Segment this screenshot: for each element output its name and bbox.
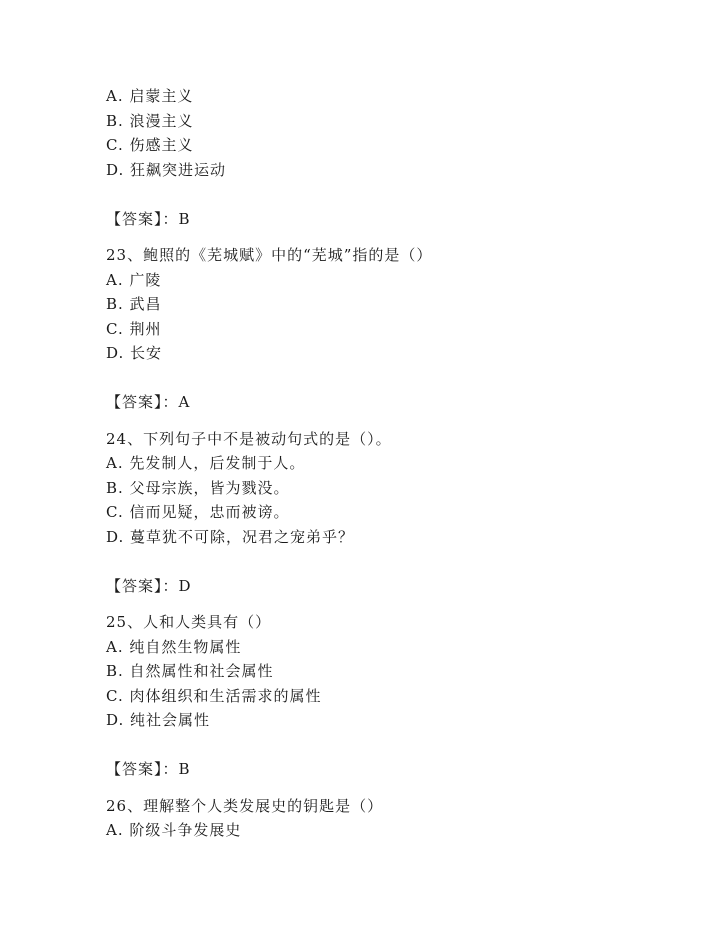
answer-label: 【答案】： <box>106 760 179 778</box>
answer-line <box>106 207 686 232</box>
question-text: 24、下列句子中不是被动句式的是（）。 <box>106 429 392 448</box>
question-text: 26、理解整个人类发展史的钥匙是（） <box>106 796 384 815</box>
question-22-block <box>106 84 686 231</box>
option-d: D. 蔓草犹不可除，况君之宠弟乎？ <box>106 527 355 546</box>
option-d: D. 长安 <box>106 344 163 362</box>
question-25-block <box>106 610 686 782</box>
answer-label: 【答案】： <box>106 209 179 228</box>
option-a: A. 阶级斗争发展史 <box>106 821 242 839</box>
option-b: B. 武昌 <box>106 295 162 313</box>
answer-line <box>106 390 686 415</box>
option-d: D. 纯社会属性 <box>106 711 211 729</box>
question-text: 23、鲍照的《芜城赋》中的“芜城”指的是（） <box>106 246 433 264</box>
option-c: C. 信而见疑，忠而被谤。 <box>106 503 290 521</box>
answer-label: 【答案】： <box>106 576 179 595</box>
answer-value: D <box>178 576 192 595</box>
document-page <box>106 84 686 843</box>
answer-line <box>106 574 686 599</box>
question-24-block <box>106 427 686 599</box>
option-b: B. 浪漫主义 <box>106 111 194 130</box>
option-a: A. 启蒙主义 <box>106 87 194 105</box>
answer-value: B <box>178 760 191 778</box>
answer-value: A <box>178 393 191 411</box>
option-b: B. 父母宗族，皆为戮没。 <box>106 478 290 497</box>
option-c: C. 荆州 <box>106 319 162 338</box>
answer-value: B <box>178 209 191 228</box>
question-text: 25、人和人类具有（） <box>106 613 272 631</box>
option-d: D. 狂飙突进运动 <box>106 160 227 179</box>
option-b: B. 自然属性和社会属性 <box>106 662 274 680</box>
option-a: A. 先发制人，后发制于人。 <box>106 454 306 472</box>
option-c: C. 伤感主义 <box>106 136 194 154</box>
question-26-block <box>106 794 686 843</box>
option-a: A. 纯自然生物属性 <box>106 637 242 656</box>
option-c: C. 肉体组织和生活需求的属性 <box>106 686 322 705</box>
option-a: A. 广陵 <box>106 270 162 289</box>
answer-label: 【答案】： <box>106 393 179 411</box>
question-23-block <box>106 243 686 415</box>
answer-line <box>106 757 686 782</box>
